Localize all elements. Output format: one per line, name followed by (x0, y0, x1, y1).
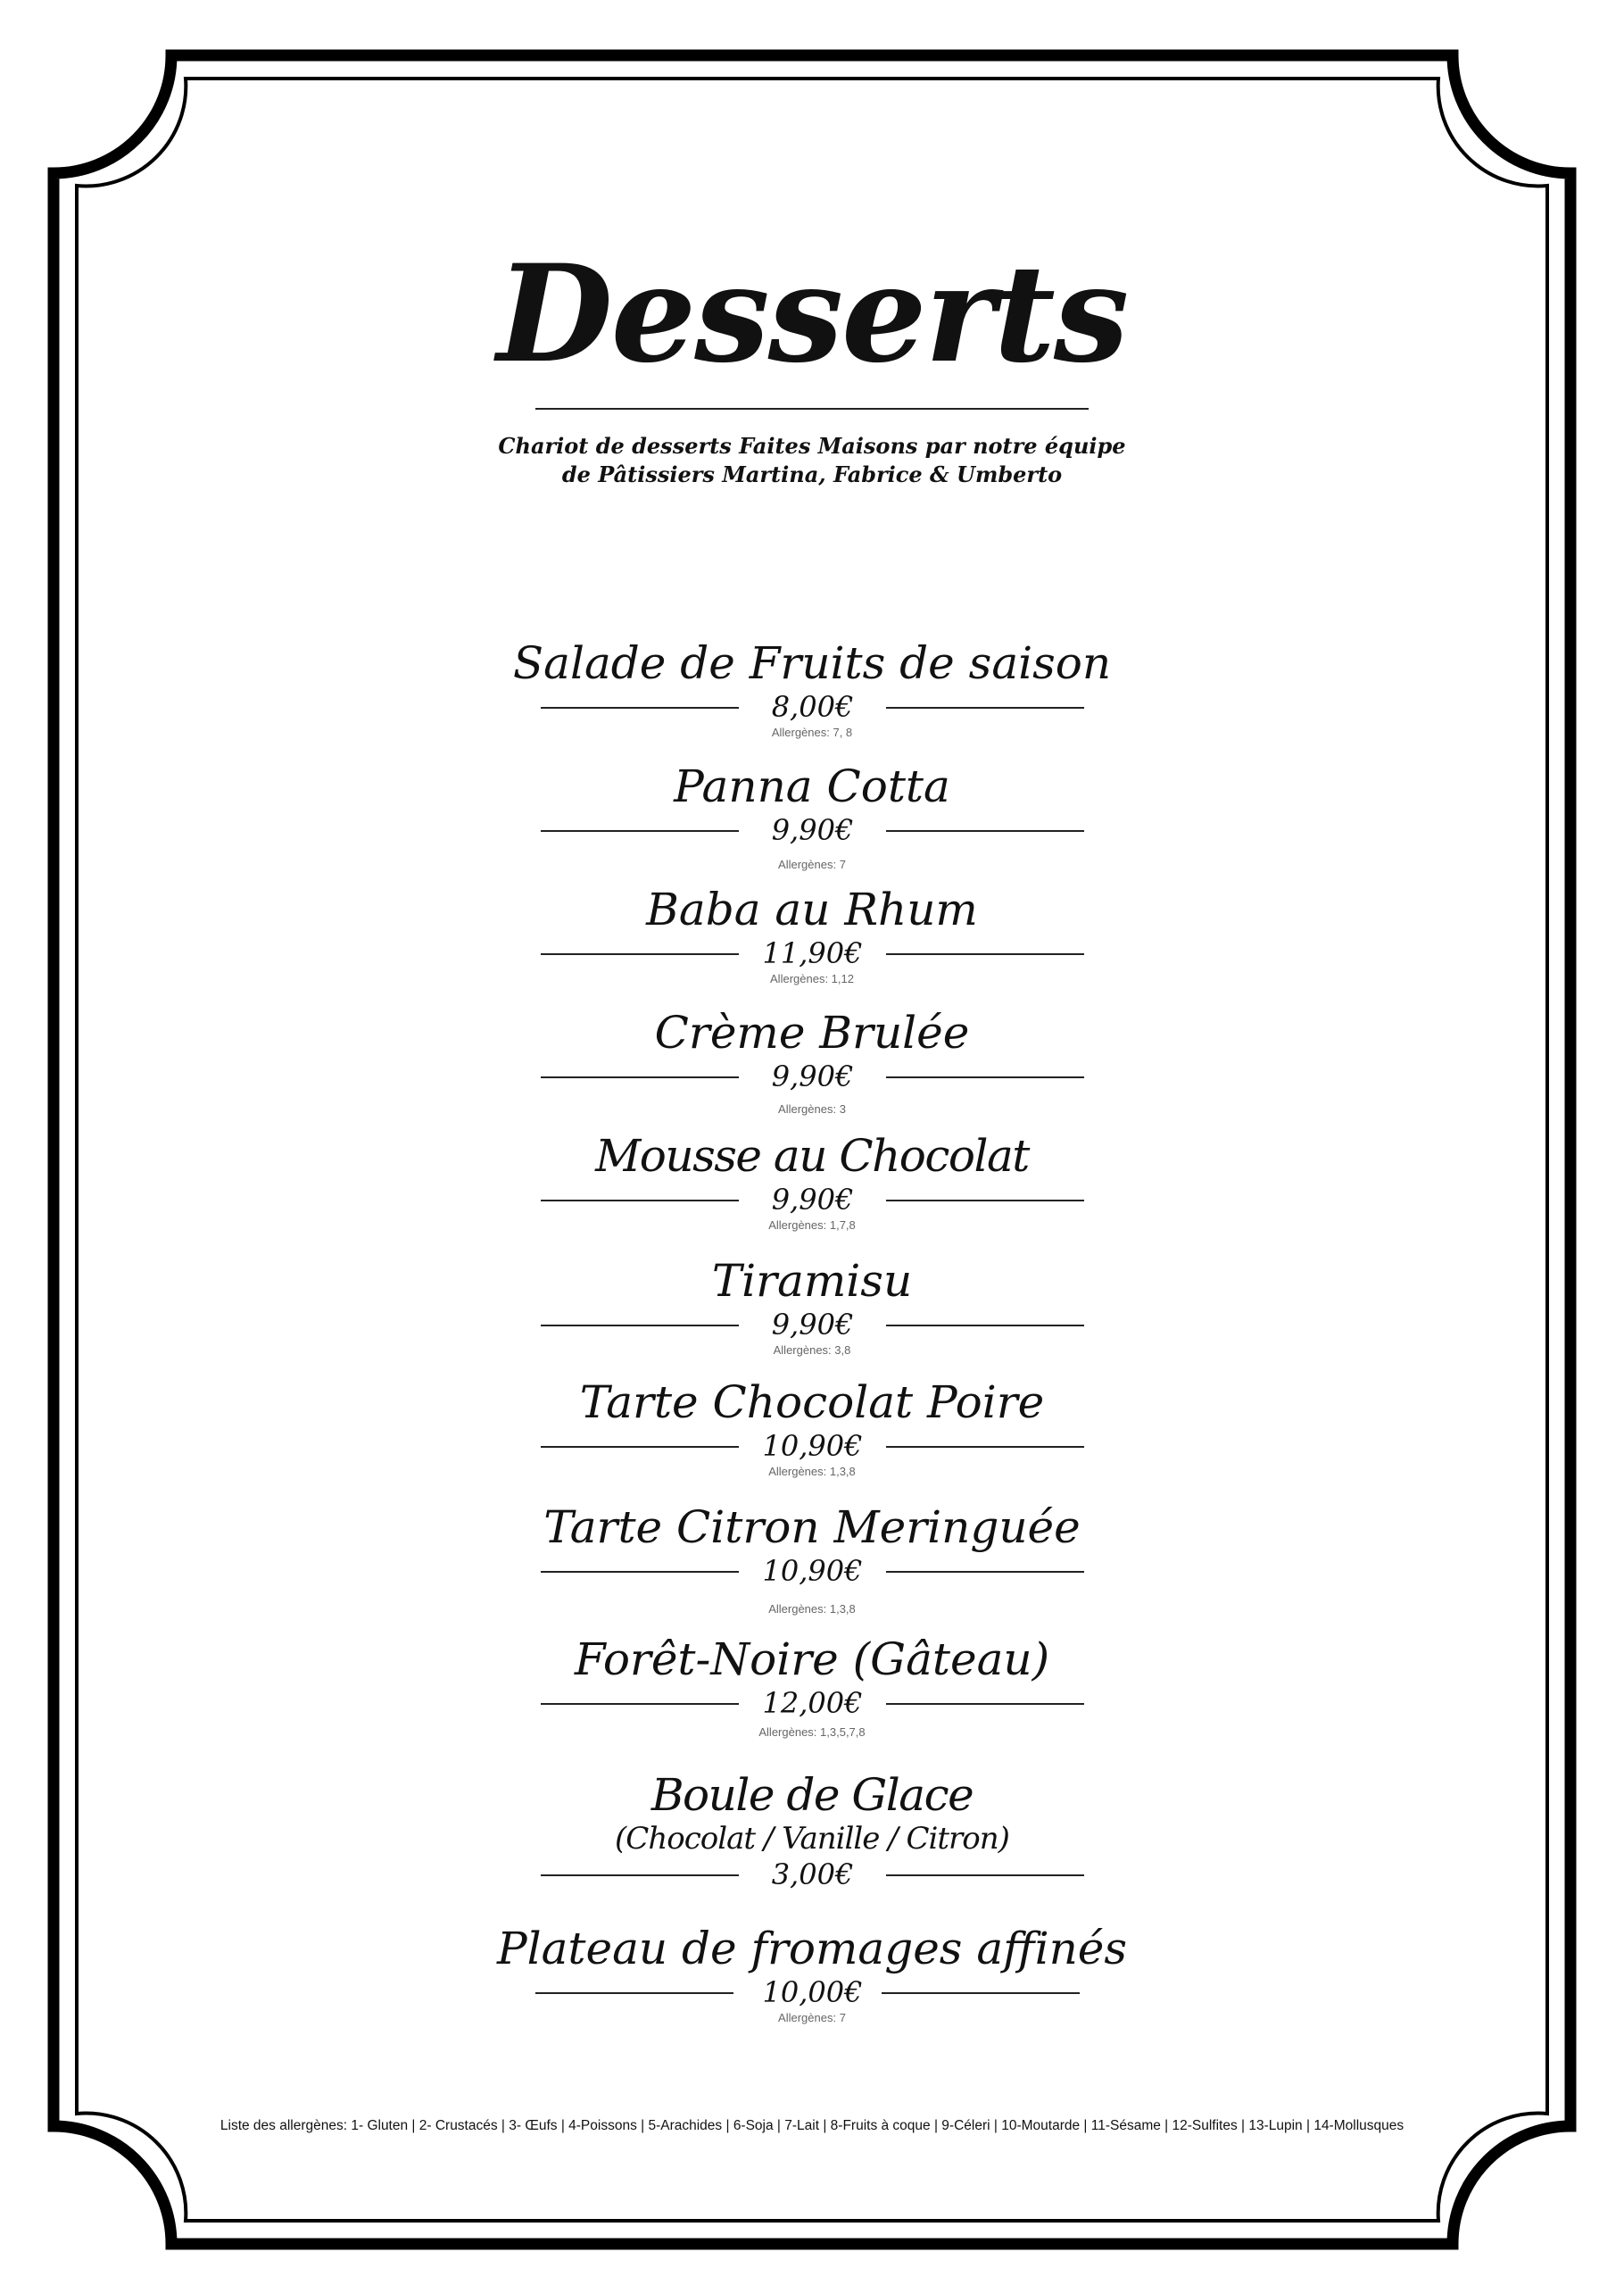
divider-left (541, 1571, 739, 1573)
price-row (0, 1974, 1624, 2010)
menu-item (0, 1923, 1624, 2026)
price-row (0, 689, 1624, 725)
allergen-legend: Liste des allergènes: 1- Gluten | 2- Crustacés | 3- Œufs | 4-Poissons | 5-Arachides | 6-Soja | 7-Lait | 8-Fruits à coque | 9-Céleri | 10-Moutarde | 11-Sésame | 12-Sulfites | 13-Lupin | 14-Mollusques (220, 2118, 1404, 2133)
divider-right (886, 1200, 1084, 1201)
divider-left (541, 953, 739, 955)
divider-right (886, 1874, 1084, 1876)
item-subtitle: (Chocolat / Vanille / Citron) (615, 1821, 1009, 1857)
item-price: 3,00€ (771, 1857, 854, 1891)
item-allergens: Allergènes: 3 (778, 1102, 846, 1116)
price-row (0, 812, 1624, 848)
item-allergens: Allergènes: 1,7,8 (768, 1218, 856, 1232)
price-row (0, 1553, 1624, 1589)
price-row (0, 1182, 1624, 1217)
divider-left (541, 1703, 739, 1705)
item-name: Panna Cotta (674, 760, 950, 812)
menu-item (0, 760, 1624, 873)
menu-subtitle (0, 432, 1624, 489)
divider-left (541, 1200, 739, 1201)
item-name: Boule de Glace (650, 1769, 974, 1821)
item-name: Salade de Fruits de saison (512, 637, 1112, 689)
price-row (0, 1307, 1624, 1342)
item-allergens: Allergènes: 7 (778, 858, 846, 871)
divider-left (541, 1325, 739, 1326)
menu-item (0, 1501, 1624, 1617)
price-row (0, 1428, 1624, 1464)
price-row (0, 1059, 1624, 1094)
menu-item (0, 637, 1624, 741)
menu-item (0, 1769, 1624, 1892)
divider-left (541, 707, 739, 709)
price-row (0, 935, 1624, 971)
item-price: 9,90€ (771, 1308, 854, 1342)
item-allergens: Allergènes: 1,3,5,7,8 (758, 1725, 866, 1739)
divider-right (886, 1076, 1084, 1078)
divider-right (882, 1992, 1080, 1994)
item-allergens: Allergènes: 7, 8 (771, 726, 853, 739)
item-allergens: Allergènes: 1,3,8 (768, 1465, 856, 1478)
item-name: Forêt-Noire (Gâteau) (574, 1633, 1050, 1685)
item-allergens: Allergènes: 1,12 (770, 972, 854, 985)
divider-right (886, 1325, 1084, 1326)
subtitle-line-1: Chariot de desserts Faites Maisons par notre équipe (498, 433, 1126, 459)
item-name: Tarte Citron Meringuée (543, 1501, 1081, 1553)
divider-right (886, 1446, 1084, 1448)
title-divider (535, 408, 1089, 410)
item-allergens: Allergènes: 7 (778, 2011, 846, 2024)
divider-left (541, 1874, 739, 1876)
divider-right (886, 1703, 1084, 1705)
item-price: 10,00€ (762, 1975, 863, 2009)
item-price: 9,90€ (771, 1183, 854, 1217)
menu-item (0, 1376, 1624, 1480)
item-name: Baba au Rhum (646, 884, 978, 935)
divider-right (886, 1571, 1084, 1573)
menu-item (0, 1255, 1624, 1359)
menu-title: Desserts (496, 236, 1128, 393)
divider-right (886, 953, 1084, 955)
item-allergens: Allergènes: 3,8 (773, 1343, 851, 1357)
menu-item (0, 884, 1624, 987)
price-row (0, 1857, 1624, 1892)
item-price: 11,90€ (762, 936, 863, 970)
item-allergens: Allergènes: 1,3,8 (768, 1602, 856, 1616)
item-name: Mousse au Chocolat (595, 1130, 1029, 1182)
item-price: 10,90€ (762, 1554, 863, 1588)
divider-left (541, 1076, 739, 1078)
item-price: 12,00€ (762, 1686, 863, 1720)
menu-item (0, 1633, 1624, 1741)
menu-item (0, 1130, 1624, 1234)
item-name: Plateau de fromages affinés (496, 1923, 1128, 1974)
item-price: 8,00€ (771, 690, 854, 724)
divider-right (886, 707, 1084, 709)
divider-right (886, 830, 1084, 832)
divider-left (541, 1446, 739, 1448)
item-name: Tiramisu (711, 1255, 913, 1307)
item-price: 9,90€ (771, 1059, 854, 1093)
subtitle-line-2: de Pâtissiers Martina, Fabrice & Umberto (561, 461, 1063, 487)
item-price: 10,90€ (762, 1429, 863, 1463)
divider-left (541, 830, 739, 832)
menu-item (0, 1007, 1624, 1118)
item-price: 9,90€ (771, 813, 854, 847)
price-row (0, 1685, 1624, 1721)
item-name: Tarte Chocolat Poire (579, 1376, 1045, 1428)
item-name: Crème Brulée (654, 1007, 970, 1059)
divider-left (535, 1992, 733, 1994)
